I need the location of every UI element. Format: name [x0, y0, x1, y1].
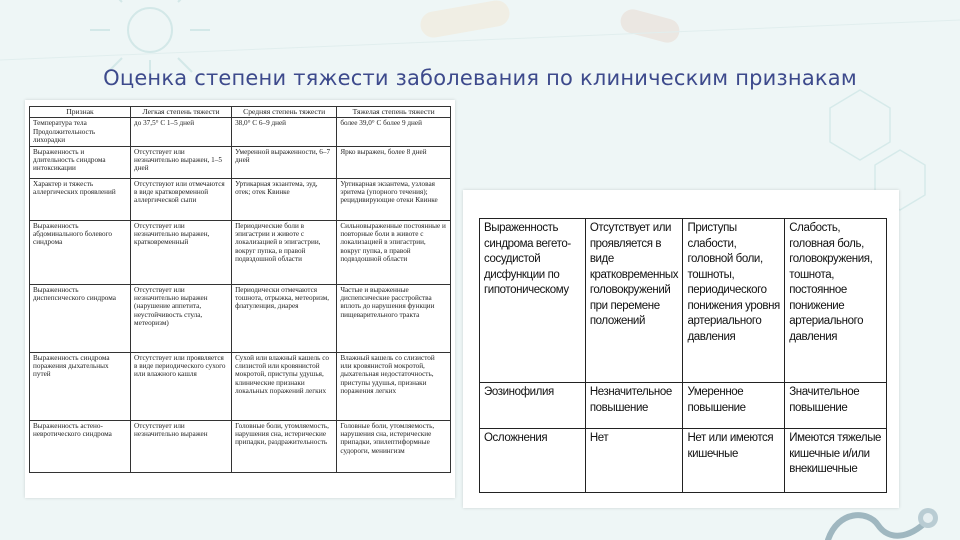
column-header: Легкая степень тяжести: [131, 107, 232, 118]
table-cell: Влажный кашель со слизистой или кровянистой мокротой, дыхательная недостаточность, приступы удушья, признаки поражения легких: [337, 352, 451, 420]
column-header: Средняя степень тяжести: [232, 107, 337, 118]
table-cell: Выраженность синдрома поражения дыхательных путей: [30, 352, 131, 420]
table-row: [30, 146, 451, 178]
table-cell: Частые и выраженные диспепсические расстройства вплоть до нарушения функции пищеварительного тракта: [337, 284, 451, 352]
table-cell: Выраженность абдоминального болевого синдрома: [30, 220, 131, 284]
stethoscope-icon: [818, 480, 938, 540]
severity-criteria-table: [29, 106, 451, 473]
table-cell: Нет: [585, 429, 683, 493]
table-cell: более 39,0° С более 9 дней: [337, 118, 451, 146]
table-cell: Ярко выражен, более 8 дней: [337, 146, 451, 178]
table-row: [30, 420, 451, 472]
table-cell: Выраженность и длительность синдрома интоксикации: [30, 146, 131, 178]
table-cell: Отсутствует или проявляется в виде периодического сухого или влажного кашля: [131, 352, 232, 420]
table-row: [30, 352, 451, 420]
table-cell: Имеются тяжелые кишечные и/или внекишечные: [785, 429, 887, 493]
table-cell: Головные боли, утомляемость, нарушения сна, истерические припадки, эпилептиформные судороги, менингизм: [337, 420, 451, 472]
table-cell: Приступы слабости, головной боли, тошноты, периодического понижения уровня артериального давления: [683, 219, 785, 383]
table-cell: Отсутствует или проявляется в виде кратковременных головокружений при перемене положений: [585, 219, 683, 383]
table-cell: Периодические боли в эпигастрии и животе с локализацией в эпигастрии, вокруг пупка, в правой подвздошной области: [232, 220, 337, 284]
table-cell: Отсутствует или незначительно выражен, кратковременный: [131, 220, 232, 284]
table-row: [30, 178, 451, 220]
severity-table-right-scan: [463, 190, 899, 508]
table-cell: Выраженность астено-невротического синдрома: [30, 420, 131, 472]
severity-table-left-scan: [25, 100, 455, 498]
table-cell: Периодически отмечаются тошнота, отрыжка, метеоризм, флатуленция, диарея: [232, 284, 337, 352]
table-row: [480, 383, 887, 429]
column-header: Признак: [30, 107, 131, 118]
table-cell: Отсутствует или незначительно выражен (нарушение аппетита, неустойчивость стула, метеоризм): [131, 284, 232, 352]
table-cell: Значительное повышение: [785, 383, 887, 429]
capsule-decor: [418, 0, 682, 45]
table-cell: Сухой или влажный кашель со слизистой или кровянистой мокротой, приступы удушья, клинические признаки локальных поражений легких: [232, 352, 337, 420]
table-cell: Отсутствует или незначительно выражен, 1–5 дней: [131, 146, 232, 178]
table-cell: Нет или имеются кишечные: [683, 429, 785, 493]
table-row: [30, 118, 451, 146]
table-cell: Головные боли, утомляемость, нарушения сна, истерические припадки, раздражительность: [232, 420, 337, 472]
table-cell: Слабость, головная боль, головокружения, тошнота, постоянное понижение артериального давления: [785, 219, 887, 383]
table-cell: Отсутствует или незначительно выражен: [131, 420, 232, 472]
table-cell: Выраженность диспепсического синдрома: [30, 284, 131, 352]
table-cell: Эозинофилия: [480, 383, 586, 429]
table-cell: Умеренное повышение: [683, 383, 785, 429]
table-row: [30, 284, 451, 352]
slide-title: Оценка степени тяжести заболевания по клиническим признакам: [103, 66, 857, 90]
table-row: [480, 219, 887, 383]
table-cell: Выраженность синдрома вегето-сосудистой дисфункции по гипотоническому: [480, 219, 586, 383]
table-cell: до 37,5° С 1–5 дней: [131, 118, 232, 146]
table-cell: Умеренной выраженности, 6–7 дней: [232, 146, 337, 178]
table-cell: Уртикарная экзантема, зуд, отек; отек Квинке: [232, 178, 337, 220]
table-cell: Характер и тяжесть аллергических проявлений: [30, 178, 131, 220]
table-cell: Незначительное повышение: [585, 383, 683, 429]
table-cell: 38,0° С 6–9 дней: [232, 118, 337, 146]
table-cell: Сильновыраженные постоянные и повторные боли в животе с локализацией в эпигастрии, вокруг пупка, в правой подвздошной области: [337, 220, 451, 284]
column-header: Тяжелая степень тяжести: [337, 107, 451, 118]
table-cell: Отсутствуют или отмечаются в виде кратковременной аллергической сыпи: [131, 178, 232, 220]
table-cell: Температура тела Продолжительность лихорадки: [30, 118, 131, 146]
table-cell: Осложнения: [480, 429, 586, 493]
severity-criteria-table-continued: [479, 218, 887, 493]
table-row: [30, 220, 451, 284]
table-cell: Уртикарная экзантема, узловая эритема (упорного течения); рецидивирующие отеки Квинке: [337, 178, 451, 220]
table-header-row: [30, 107, 451, 118]
